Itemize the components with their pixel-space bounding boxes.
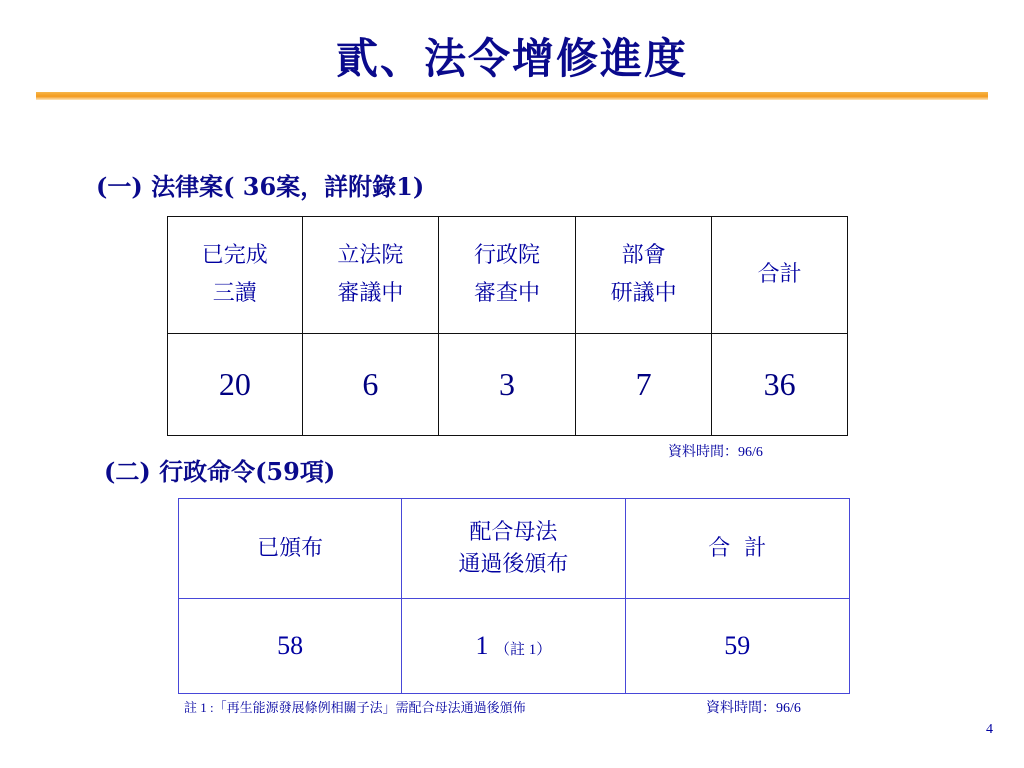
header-cell xyxy=(179,499,402,599)
header-cell xyxy=(302,217,439,334)
value-cell: 58 xyxy=(179,599,402,694)
value-cell: 6 xyxy=(302,334,439,436)
table-header-row xyxy=(168,217,848,334)
section1-heading: (一) 法律案( 36案，詳附錄1) xyxy=(96,172,425,201)
header-line1: 部會 xyxy=(621,243,666,268)
header-cell xyxy=(575,217,712,334)
header-line1: 已完成 xyxy=(201,243,268,268)
header-line1: 配合母法 xyxy=(469,519,558,545)
value-cell: 3 xyxy=(439,334,576,436)
header-cell xyxy=(712,217,848,334)
slide-title: 貳、法令增修進度 xyxy=(335,34,688,83)
value-cell: 36 xyxy=(712,334,848,436)
header-cell xyxy=(439,217,576,334)
value-cell xyxy=(402,599,625,694)
header-cell xyxy=(168,217,303,334)
footnote: 註 1 :「再生能源發展條例相關子法」需配合母法通過後頒佈 xyxy=(184,700,526,715)
data-source-note: 資料時間：96/6 xyxy=(706,701,801,716)
header-line2: 研議中 xyxy=(610,281,677,306)
regulation-table xyxy=(178,498,850,694)
header-line2: 審議中 xyxy=(337,281,404,306)
value-cell: 59 xyxy=(625,599,849,694)
header-cell xyxy=(402,499,625,599)
value-cell: 7 xyxy=(575,334,712,436)
data-source-note: 資料時間：96/6 xyxy=(668,445,763,460)
header-cell xyxy=(625,499,849,599)
law-bill-table xyxy=(167,216,848,436)
title-underline xyxy=(36,92,988,100)
header-line1: 合計 xyxy=(757,262,802,287)
footnote-marker: （註 1） xyxy=(495,642,552,658)
page-number: 4 xyxy=(986,722,993,737)
value-cell: 20 xyxy=(168,334,303,436)
value-number: 1 xyxy=(475,631,489,660)
header-line1: 行政院 xyxy=(473,243,540,268)
header-line2: 三讀 xyxy=(212,281,257,306)
section2-heading: (二) 行政命令(59項) xyxy=(104,457,336,486)
table-value-row xyxy=(168,334,848,436)
table-header-row xyxy=(179,499,850,599)
header-line1: 合 計 xyxy=(708,535,767,561)
header-line1: 已頒布 xyxy=(257,535,324,561)
header-line2: 通過後頒布 xyxy=(458,551,569,577)
header-line2: 審查中 xyxy=(473,281,540,306)
header-line1: 立法院 xyxy=(337,243,404,268)
table-value-row xyxy=(179,599,850,694)
